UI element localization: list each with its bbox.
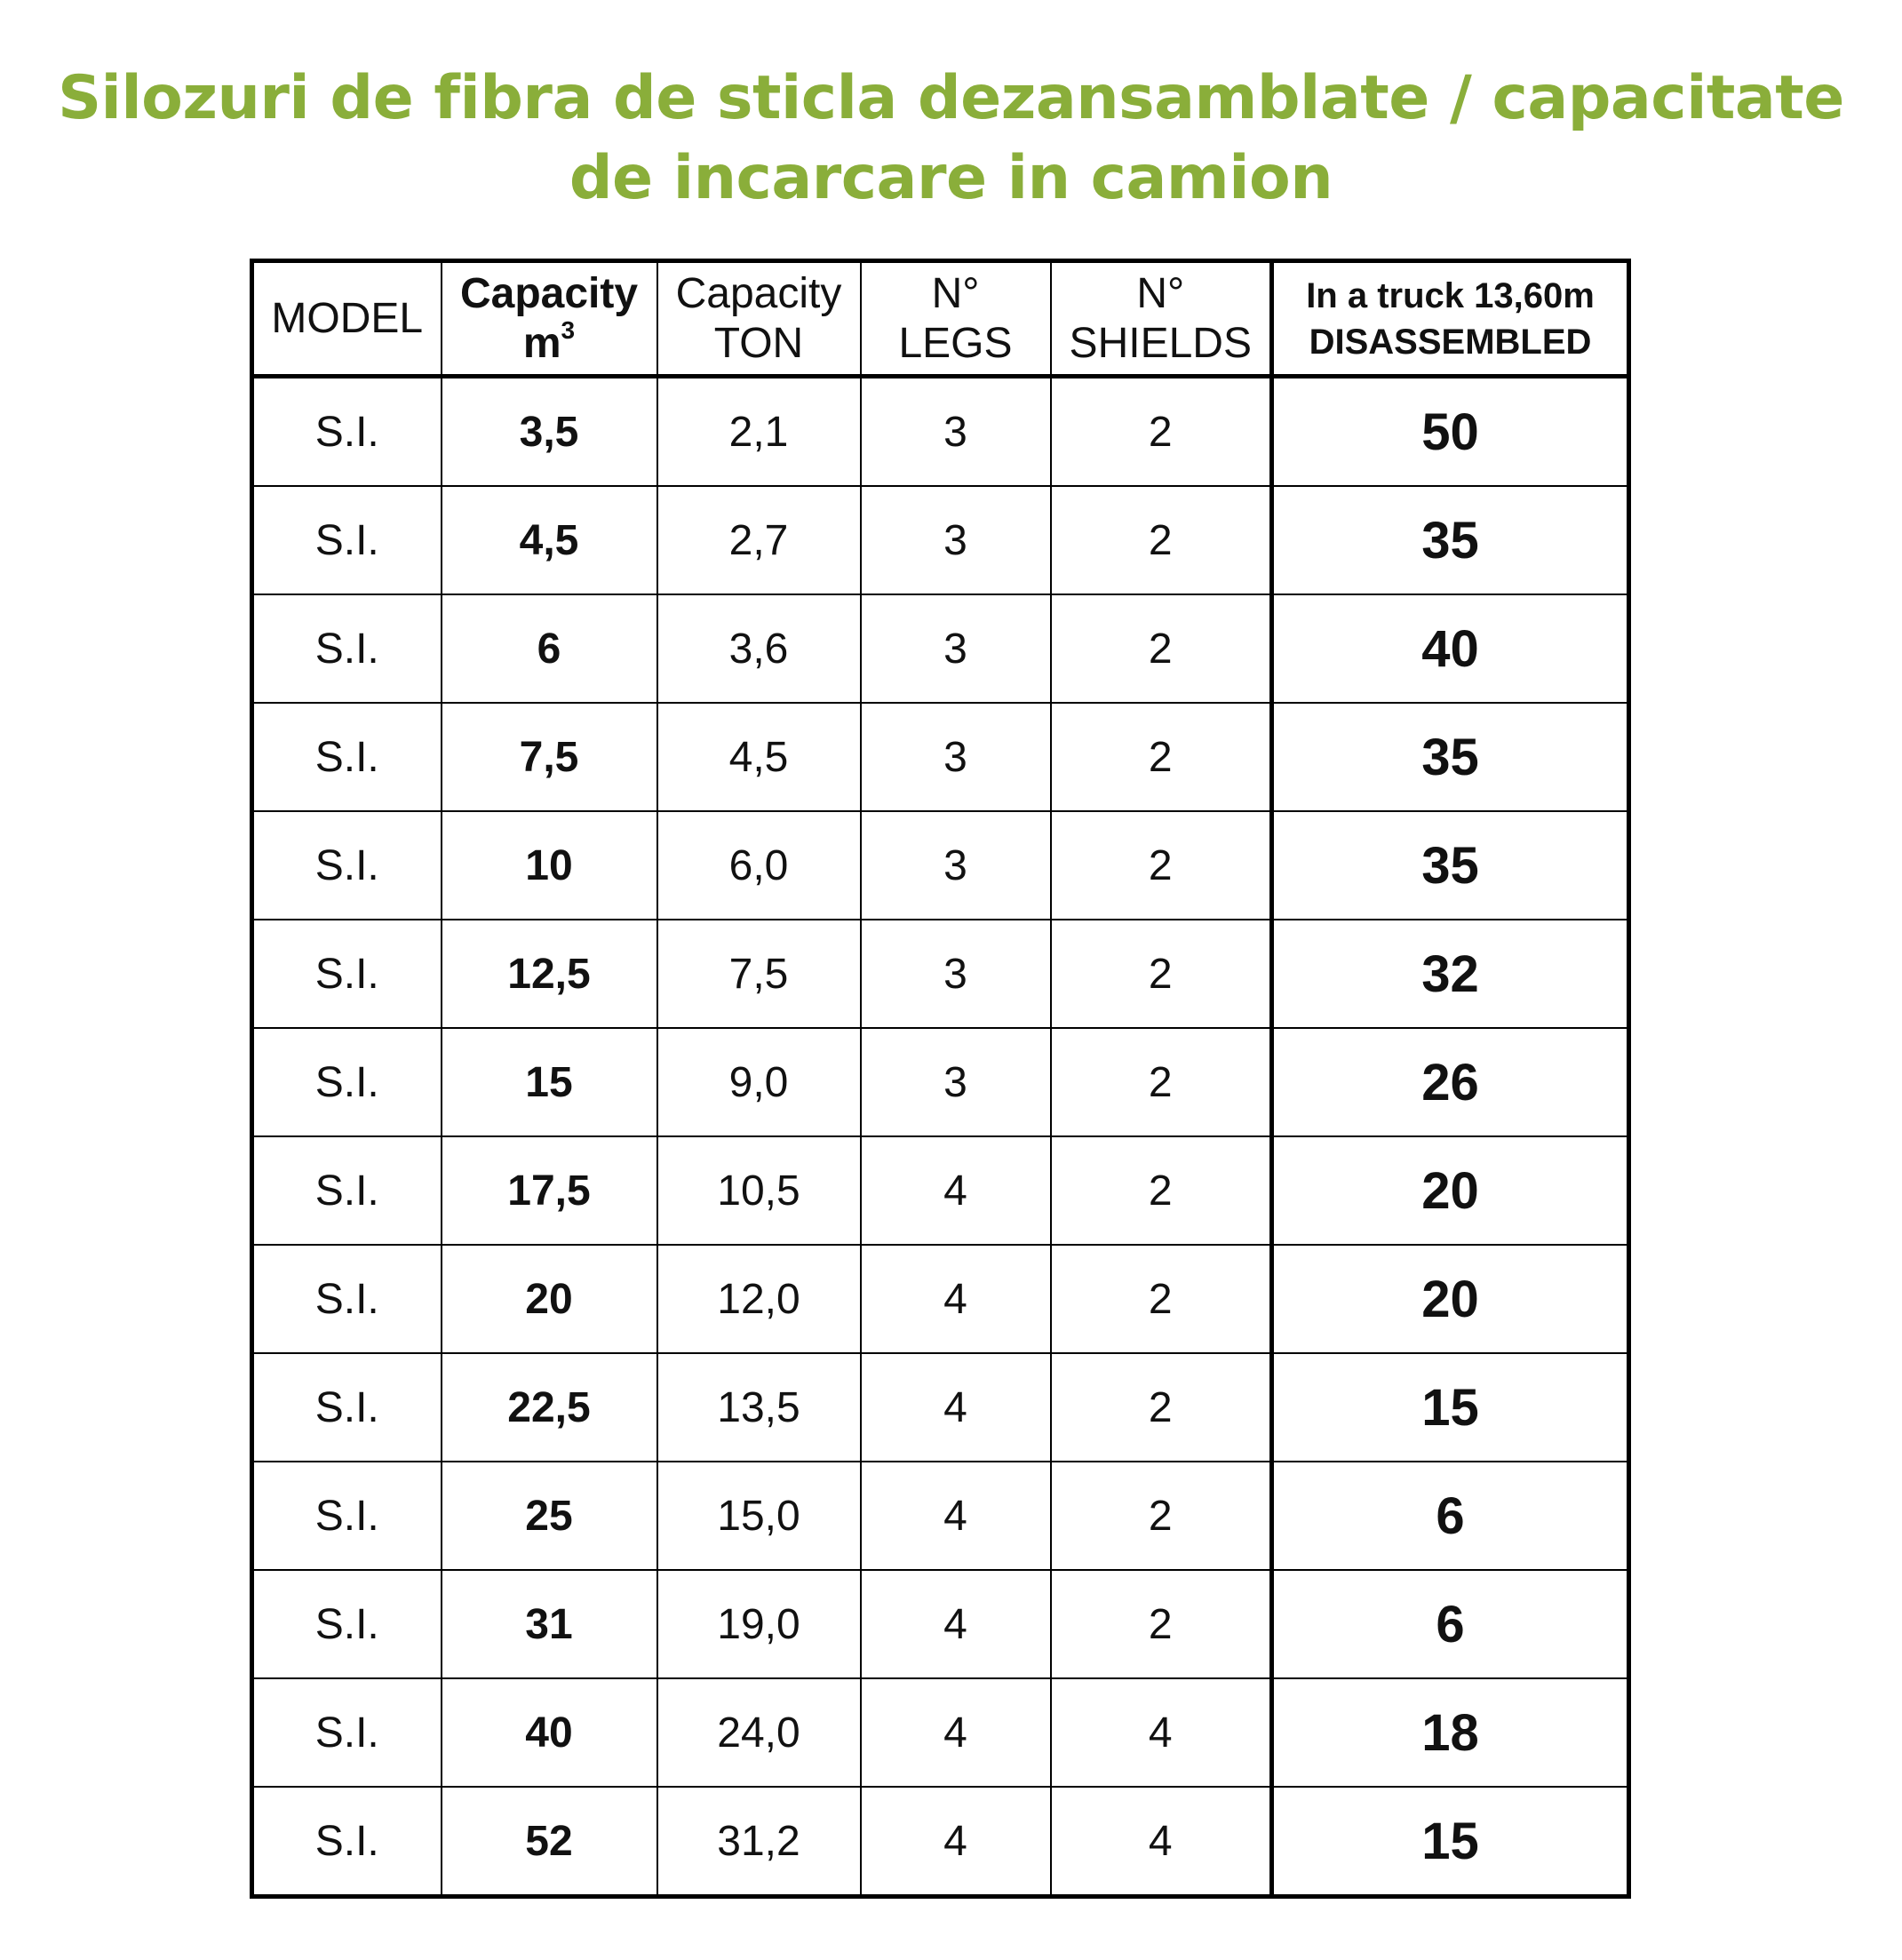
cell-legs: 3 [861,811,1051,920]
table-row [252,1028,1629,1136]
cell-legs: 3 [861,920,1051,1028]
cell-capacity-ton: 24,0 [657,1678,861,1787]
cell-capacity-ton: 7,5 [657,920,861,1028]
cell-model: S.I. [252,486,442,594]
cell-capacity-m3: 22,5 [442,1353,657,1462]
table-row [252,1136,1629,1245]
cell-truck-quantity: 6 [1272,1570,1629,1678]
cell-truck-quantity: 32 [1272,920,1629,1028]
header-legs: N° LEGS [861,261,1051,377]
cell-capacity-m3: 10 [442,811,657,920]
cell-legs: 3 [861,1028,1051,1136]
cell-shields: 2 [1051,486,1272,594]
cell-truck-quantity: 20 [1272,1136,1629,1245]
cell-capacity-m3: 25 [442,1462,657,1570]
cell-capacity-ton: 3,6 [657,594,861,703]
cell-legs: 4 [861,1678,1051,1787]
cell-legs: 3 [861,377,1051,487]
cell-capacity-m3: 52 [442,1787,657,1897]
cell-model: S.I. [252,920,442,1028]
header-capacity-m3: Capacity $m^3$ [442,261,657,377]
cell-truck-quantity: 15 [1272,1353,1629,1462]
cell-capacity-m3: 31 [442,1570,657,1678]
cell-legs: 4 [861,1353,1051,1462]
table-row [252,1787,1629,1897]
cell-capacity-ton: 2,7 [657,486,861,594]
cell-model: S.I. [252,703,442,811]
table-row [252,1570,1629,1678]
cell-capacity-ton: 31,2 [657,1787,861,1897]
cell-model: S.I. [252,1678,442,1787]
cell-capacity-m3: 6 [442,594,657,703]
cell-shields: 2 [1051,811,1272,920]
cell-capacity-m3: 17,5 [442,1136,657,1245]
table-row [252,1245,1629,1353]
table-row [252,1353,1629,1462]
silo-capacity-table [250,259,1631,1899]
cell-model: S.I. [252,1136,442,1245]
cell-capacity-m3: 20 [442,1245,657,1353]
cell-capacity-ton: 4,5 [657,703,861,811]
header-capacity-ton: Capacity TON [657,261,861,377]
cell-model: S.I. [252,811,442,920]
cell-legs: 3 [861,486,1051,594]
title-line-2: de incarcare in camion [569,142,1333,213]
title-line-1: Silozuri de fibra de sticla dezansamblate / capacitate [58,62,1844,133]
table-header [252,261,1629,377]
cell-model: S.I. [252,1245,442,1353]
cell-shields: 2 [1051,1028,1272,1136]
cell-truck-quantity: 20 [1272,1245,1629,1353]
header-model: MODEL [252,261,442,377]
cell-legs: 4 [861,1570,1051,1678]
cell-truck-quantity: 18 [1272,1678,1629,1787]
page-title [53,59,1849,219]
cell-truck-quantity: 15 [1272,1787,1629,1897]
cell-truck-quantity: 40 [1272,594,1629,703]
cell-model: S.I. [252,1462,442,1570]
cell-capacity-ton: 9,0 [657,1028,861,1136]
cell-legs: 4 [861,1787,1051,1897]
cell-capacity-ton: 10,5 [657,1136,861,1245]
cell-truck-quantity: 26 [1272,1028,1629,1136]
unit-m: m [522,319,561,367]
cell-capacity-m3: 15 [442,1028,657,1136]
cell-truck-quantity: 6 [1272,1462,1629,1570]
cell-shields: 2 [1051,1353,1272,1462]
table-row [252,1462,1629,1570]
cell-capacity-ton: 12,0 [657,1245,861,1353]
cell-model: S.I. [252,1028,442,1136]
cell-shields: 4 [1051,1678,1272,1787]
cell-truck-quantity: 35 [1272,811,1629,920]
cell-capacity-ton: 19,0 [657,1570,861,1678]
cell-capacity-m3: 12,5 [442,920,657,1028]
header-row [252,261,1629,377]
table-row [252,377,1629,487]
cell-capacity-m3: 40 [442,1678,657,1787]
cell-capacity-m3: 4,5 [442,486,657,594]
cell-model: S.I. [252,1353,442,1462]
cell-capacity-ton: 2,1 [657,377,861,487]
cell-shields: 2 [1051,1462,1272,1570]
cell-truck-quantity: 35 [1272,486,1629,594]
table-row [252,594,1629,703]
cell-shields: 2 [1051,1136,1272,1245]
cell-legs: 4 [861,1136,1051,1245]
table-body [252,377,1629,1897]
table-row [252,1678,1629,1787]
cell-shields: 2 [1051,920,1272,1028]
unit-superscript: 3 [561,315,576,344]
cell-legs: 3 [861,594,1051,703]
cell-capacity-ton: 6,0 [657,811,861,920]
cell-capacity-m3: 7,5 [442,703,657,811]
table-row [252,811,1629,920]
cell-model: S.I. [252,594,442,703]
table-row [252,486,1629,594]
cell-model: S.I. [252,377,442,487]
cell-legs: 4 [861,1462,1051,1570]
table-row [252,920,1629,1028]
cell-capacity-ton: 13,5 [657,1353,861,1462]
cell-shields: 2 [1051,1245,1272,1353]
cell-truck-quantity: 50 [1272,377,1629,487]
cell-capacity-m3: 3,5 [442,377,657,487]
cell-shields: 2 [1051,594,1272,703]
cell-capacity-ton: 15,0 [657,1462,861,1570]
cell-shields: 2 [1051,1570,1272,1678]
cell-model: S.I. [252,1787,442,1897]
header-truck-disassembled: In a truck 13,60m DISASSEMBLED [1272,261,1629,377]
cell-shields: 2 [1051,703,1272,811]
cell-legs: 3 [861,703,1051,811]
header-shields: N° SHIELDS [1051,261,1272,377]
table-row [252,703,1629,811]
cell-legs: 4 [861,1245,1051,1353]
cell-model: S.I. [252,1570,442,1678]
cell-shields: 2 [1051,377,1272,487]
cell-truck-quantity: 35 [1272,703,1629,811]
cell-shields: 4 [1051,1787,1272,1897]
